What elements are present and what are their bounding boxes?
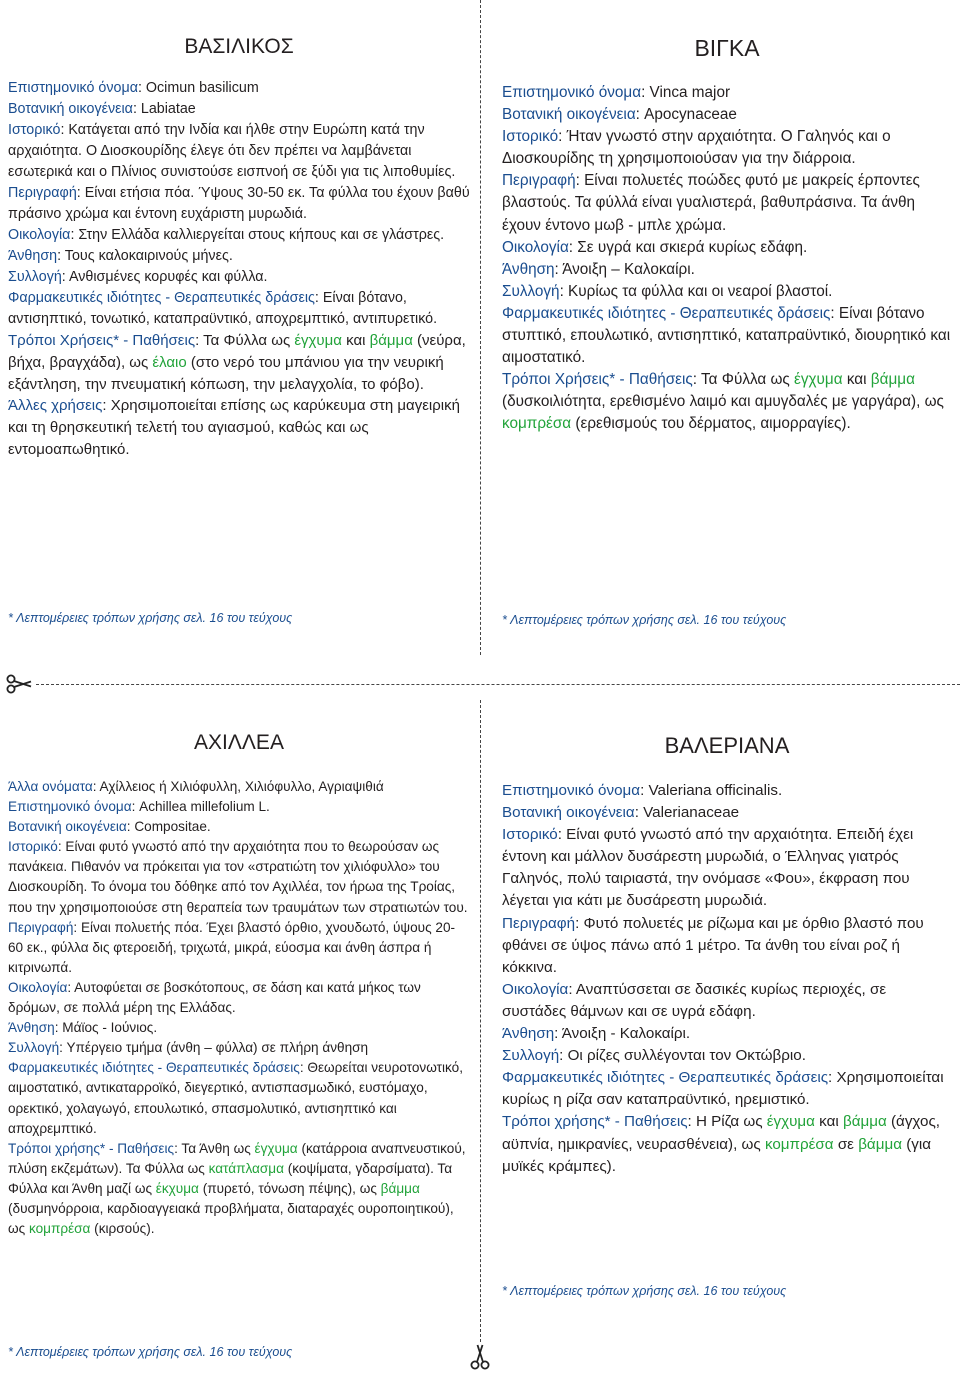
herb-card-basil [8,34,470,461]
field-harvest: Συλλογή: Οι ρίζες συλλέγονται τον Οκτώβριο. [502,1047,806,1065]
field-description: Περιγραφή: Είναι πολυετές ποώδες φυτό με μακρείς έρποντες βλαστούς. Τα φύλλά είναι γυαλιστερά, βαθυπράσινα. Τα άνθη έχουν έντονο μωβ - μπλε χρώμα. [502,172,920,234]
field-other-names: Άλλα ονόματα: Αχίλλειος ή Χιλιόφυλλη, Χιλιόφυλλο, Αγριαψιθιά [8,779,384,794]
field-description: Περιγραφή: Είναι πολυετής πόα. Έχει βλαστό όρθιο, χνουδωτό, ύψους 20-60 εκ., φύλλα δις φτεροειδή, τριχωτά, μικρά, εύοσμα και άνθη άσπρα ή κιτρινωπά. [8,919,456,975]
card-body [8,777,470,1239]
card-title: ΒΑΛΕΡΙΑΝΑ [664,733,790,758]
scissors-icon [6,671,32,697]
herb-card-achillea [8,730,470,1239]
field-pharmaceutical: Φαρμακευτικές ιδιότητες - Θεραπευτικές δράσεις: Είναι βότανο στυπτικό, επουλωτικό, αντισηπτικό, καταπραϋντικό, διουρητικό και αιμοστατικό. [502,304,951,367]
field-blooming: Άνθηση: Μάϊος - Ιούνιος. [8,1020,158,1036]
card-title: ΒΙΓΚΑ [694,35,760,61]
field-ecology: Οικολογία: Αναπτύσσεται σε δασικές κυρίως περιοχές, σε συστάδες θάμνων και σε υγρά εδάφη. [502,980,887,1020]
field-uses: Τρόποι χρήσης* - Παθήσεις: Τα Άνθη ως έγχυμα (κατάρροια αναπνευστικού, πλύση εκζεμάτων). Τα Φύλλα ως κατάπλασμα (κοψίματα, γδαρσίματα). Τα Φύλλα και Άνθη μαζί ως έκχυμα (πυρετό, τόνωση πέψης), ως βάμμα (δυσμηνόρροια, καρδιοαγγειακά προβλήματα, διαταραχές ουροποιητικού), ως κομπρέσα (κιρσούς). [8,1140,466,1237]
field-history: Ιστορικό: Είναι φυτό γνωστό από την αρχαιότητα. Επειδή έχει έντονη και μάλλον δυσάρεστη μυρωδιά, ο Έλληνας γιατρός Γαληνός, πολύ ταιριαστά, την ονόμασε «Φου», έκφραση που λέγεται για κάτι με δυσάρεστη μυρωδιά. [502,826,914,910]
vertical-cut-line-top [480,0,481,655]
field-pharmaceutical: Φαρμακευτικές ιδιότητες - Θεραπευτικές δράσεις: Είναι βότανο, αντισηπτικό, τονωτικό, καταπραϋντικό, αποχρεμπτικό, αντιπυρετικό. [8,290,438,327]
field-history: Ιστορικό: Είναι φυτό γνωστό από την αρχαιότητα που το θεωρούσαν ως πανάκεια. Πιθανόν να πρόκειται για τον «στρατιώτη τον χιλιόφυλλο» του Διοσκουρίδη. Το όνομα του δόθηκε από τον Αχιλλέα, τον ήρωα της Τροίας, που την χρησιμοποιούσε στη θεραπεία των τραυμάτων των στρατιωτών του. [8,839,468,915]
herb-card-vinca [502,34,952,436]
field-family: Βοτανική οικογένεια: Apocynaceae [502,106,737,124]
footnote: * Λεπτομέρειες τρόπων χρήσης σελ. 16 του τεύχους [8,1345,293,1359]
field-blooming: Άνθηση: Άνοιξη – Καλοκαίρι. [502,260,695,278]
field-family: Βοτανική οικογένεια: Labiatae [8,101,196,117]
horizontal-cut-line [36,684,960,685]
field-scientific-name: Επιστημονικό όνομα: Achillea millefolium L. [8,799,270,815]
scissors-icon [467,1344,493,1370]
field-ecology: Οικολογία: Στην Ελλάδα καλλιεργείται στους κήπους και σε γλάστρες. [8,227,445,243]
vertical-cut-line-bottom [480,700,481,1342]
field-harvest: Συλλογή: Ανθισμένες κορυφές και φύλλα. [8,269,268,285]
field-pharmaceutical: Φαρμακευτικές ιδιότητες - Θεραπευτικές δράσεις: Θεωρείται νευροτονωτικό, αιμοστατικό, αντικαταρροϊκό, διεγερτικό, αντισπασμωδικό, ευστόμαχο, ορεκτικό, χολαγωγό, επουλωτικό, σπασμολυτικό, αντισηπτικό και αποχρεμπτικό. [8,1060,463,1136]
field-scientific-name: Επιστημονικό όνομα: Vinca major [502,84,731,101]
field-harvest: Συλλογή: Κυρίως τα φύλλα και οι νεαροί βλαστοί. [502,282,833,300]
field-family: Βοτανική οικογένεια: Valerianaceae [502,804,740,822]
field-pharmaceutical: Φαρμακευτικές ιδιότητες - Θεραπευτικές δράσεις: Χρησιμοποιείται κυρίως η ρίζα σαν καταπραϋντικό, ηρεμιστικό. [502,1069,944,1109]
card-title: ΒΑΣΙΛΙΚΟΣ [184,35,294,58]
field-uses: Τρόποι Χρήσεις* - Παθήσεις: Τα Φύλλα ως έγχυμα και βάμμα (νεύρα, βήχα, βραγχάδα), ως έλαιο (στο νερό του μπάνιου για την νευρική εξάντληση, την πνευματική κόπωση, την μελαγχολία, το φόβο). [8,332,466,393]
field-description: Περιγραφή: Είναι ετήσια πόα. Ύψους 30-50 εκ. Τα φύλλα του έχουν βαθύ πράσινο χρώμα και έντονη ευχάριστη μυρωδιά. [8,185,470,222]
field-history: Ιστορικό: Ήταν γνωστό στην αρχαιότητα. Ο Γαληνός και ο Διοσκουρίδης τη χρησιμοποιούσαν για την διάρροια. [502,128,891,168]
field-harvest: Συλλογή: Υπέργειο τμήμα (άνθη – φύλλα) σε πλήρη άνθηση [8,1040,369,1056]
footnote: * Λεπτομέρειες τρόπων χρήσης σελ. 16 του τεύχους [8,611,293,625]
field-uses: Τρόποι χρήσης* - Παθήσεις: Η Ρίζα ως έγχυμα και βάμμα (άγχος, αϋπνία, ημικρανίες, νευρασθένεια), ως κομπρέσα σε βάμμα (για μυϊκές κράμπες). [502,1113,940,1175]
field-scientific-name: Επιστημονικό όνομα: Ocimun basilicum [8,80,259,96]
footnote: * Λεπτομέρειες τρόπων χρήσης σελ. 16 του τεύχους [502,613,787,627]
field-uses: Τρόποι Χρήσεις* - Παθήσεις: Τα Φύλλα ως έγχυμα και βάμμα (δυσκοιλιότητα, ερεθισμένο λαιμό και αμυγδαλές με γαργάρα), ως κομπρέσα (ερεθισμούς του δέρματος, αιμορραγίες). [502,371,944,433]
herb-card-valerian [502,732,952,1178]
card-body [502,82,952,436]
field-blooming: Άνθηση: Τους καλοκαιρινούς μήνες. [8,248,233,264]
field-other-uses: Άλλες χρήσεις: Χρησιμοποιείται επίσης ως καρύκευμα στη μαγειρική και τη θρησκευτική τελετή του αγιασμού, καθώς και ως εντομοαπωθητικό. [8,397,460,458]
field-blooming: Άνθηση: Άνοιξη - Καλοκαίρι. [502,1025,691,1043]
field-scientific-name: Επιστημονικό όνομα: Valeriana officinalis. [502,782,783,799]
field-description: Περιγραφή: Φυτό πολυετές με ρίζωμα και με όρθιο βλαστό που φθάνει σε ύψος πάνω από 1 μέτρο. Τα άνθη του είναι ροζ ή κόκκινα. [502,914,924,976]
field-history: Ιστορικό: Κατάγεται από την Ινδία και ήλθε στην Ευρώπη κατά την αρχαιότητα. Ο Διοσκουρίδης έλεγε ότι δεν πρέπει να λαμβάνεται εσωτερικά και ο Πλίνιος συνιστούσε εισπνοή σε ξύδι για τις λιποθυμίες. [8,122,456,180]
card-title: ΑΧΙΛΛΕΑ [194,731,284,754]
field-family: Βοτανική οικογένεια: Compositae. [8,819,211,835]
card-body [502,780,952,1178]
card-body [8,78,470,461]
footnote: * Λεπτομέρειες τρόπων χρήσης σελ. 16 του τεύχους [502,1284,787,1298]
field-ecology: Οικολογία: Σε υγρά και σκιερά κυρίως εδάφη. [502,238,808,256]
field-ecology: Οικολογία: Αυτοφύεται σε βοσκότοπους, σε δάση και κατά μήκος των δρόμων, σε πολλά μέρη της Ελλάδας. [8,979,421,1016]
